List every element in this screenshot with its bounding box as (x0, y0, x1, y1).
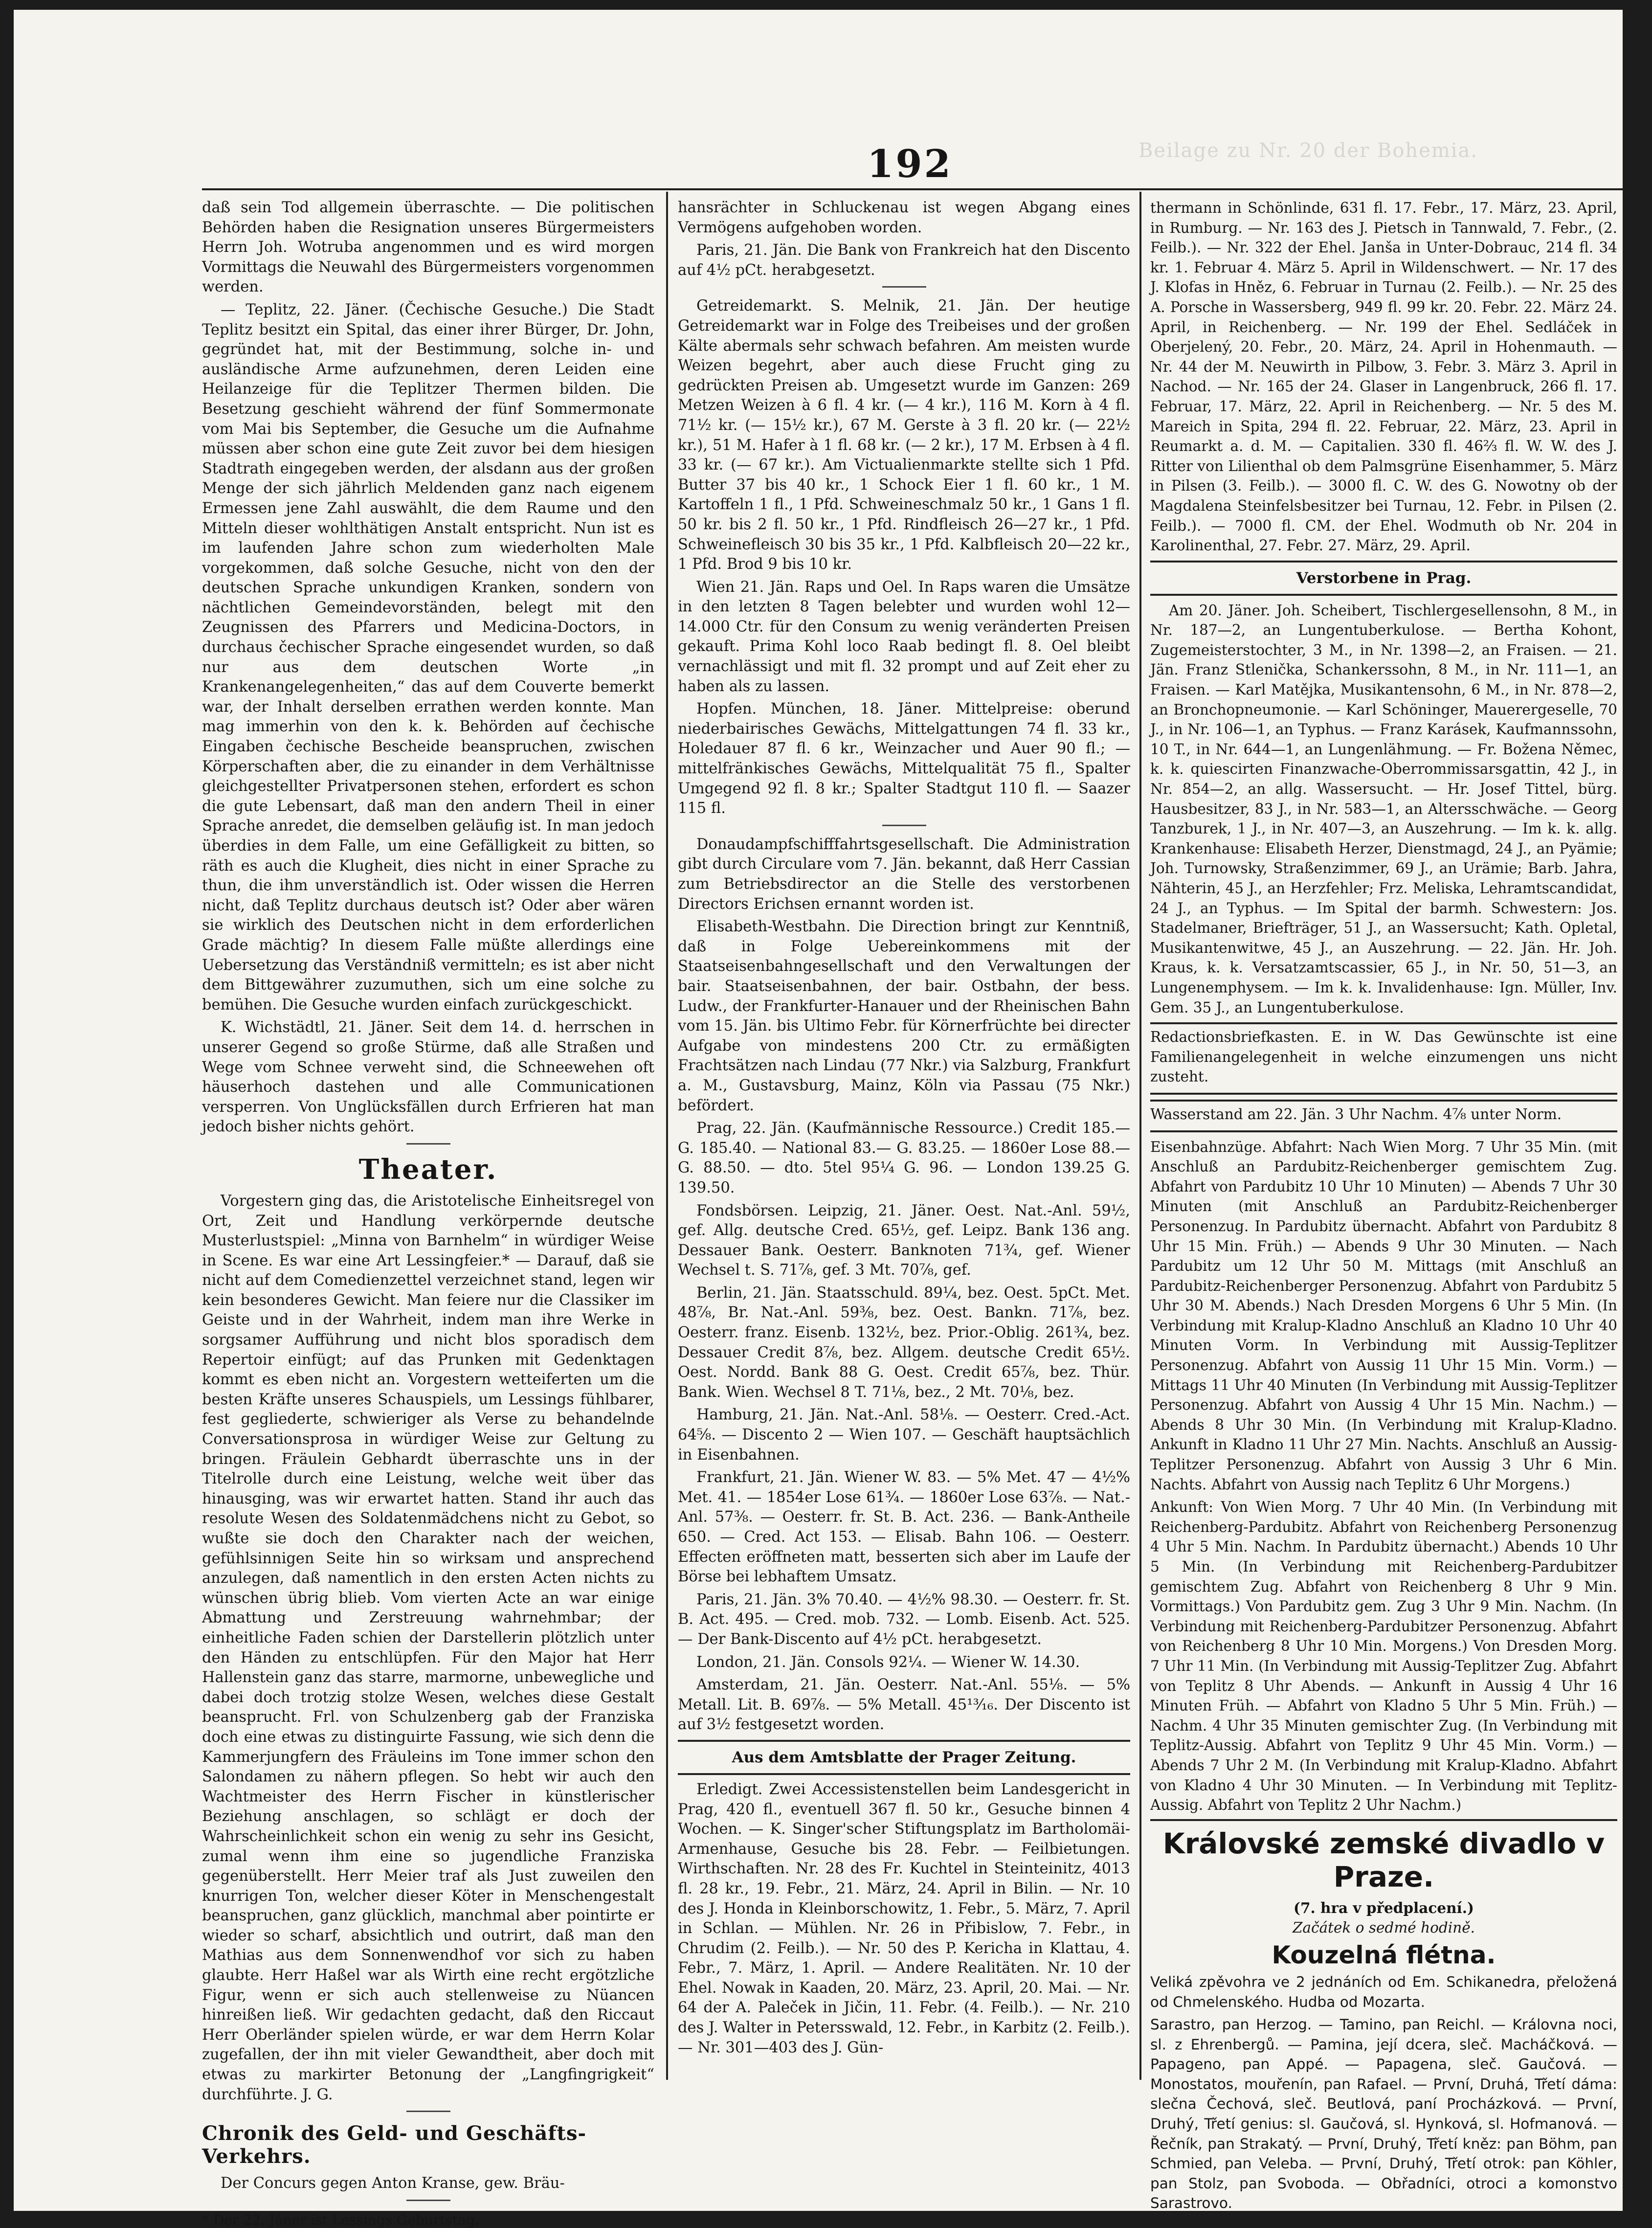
theater-announcement-title: Královské zemské divadlo v Praze. (1150, 1819, 1617, 1893)
redactionsbriefkasten: Redactionsbriefkasten. E. in W. Das Gewünschte ist eine Familienangelegenheit in welche einzumengen uns nicht zusteht. (1150, 1029, 1617, 1085)
article-donaudampf: Donaudampfschifffahrtsgesellschaft. Die Administration gibt durch Circulare vom 7. Jän. bekannt, daß Herr Cassian zum Betriebsdirector an die Stelle des verstorbenen Directors Erichsen ernannt worden ist. (678, 835, 1130, 913)
article-fondsboersen: Fondsbörsen. Leipzig, 21. Jäner. Oest. Nat.-Anl. 59½, gef. Allg. deutsche Cred. 65½, gef. Leipz. Bank 136 ang. Dessauer Bank. Oesterr. Banknoten 71¾, gef. Wiener Wechsel t. S. 71⅞, gef. 3 Mt. 70⅞, gef. (678, 1202, 1130, 1279)
article-frankfurt: Frankfurt, 21. Jän. Wiener W. 83. — 5% Met. 47 — 4½% Met. 41. — 1854er Lose 61¾. — 1860er Lose 63⅞. — Nat.-Anl. 57⅜. — Oesterr. fr. St. B. Act. 236. — Bank-Antheile 650. — Cred. Act 153. — Elisab. Bahn 106. — Oesterr. Effecten eröffneten matt, besserten sich aber im Laufe der Börse bei lebhaftem Umsatz. (678, 1469, 1130, 1586)
article-amsterdam: Amsterdam, 21. Jän. Oesterr. Nat.-Anl. 55⅛. — 5% Metall. Lit. B. 69⅞. — 5% Metall. 45¹³⁄₁₆. Der Discento ist auf 3½ festgesetzt worden. (678, 1676, 1130, 1733)
article-verstorbene: Am 20. Jäner. Joh. Scheibert, Tischlergesellensohn, 8 M., in Nr. 187—2, an Lungentuberkulose. — Bertha Kohont, Zugemeisterstochter, 3 M., in Nr. 1398—2, an Fraisen. — 21. Jän. Franz Stlenička, Schankerssohn, 8 M., in Nr. 111—1, an Fraisen. — Karl Matějka, Musikantensohn, 6 M., in Nr. 878—2, an Bronchopneumonie. — Karl Schöninger, Mauerergeselle, 70 J., in Nr. 106—1, an Typhus. — Franz Karásek, Kaufmannssohn, 10 T., in Nr. 644—1, an Lungenlähmung. — Fr. Božena Němec, k. k. quiescirten Finanzwache-Oberrommissarsgattin, 42 J., in Nr. 854—2, an allg. Wassersucht. — Hr. Josef Tittel, bürg. Hausbesitzer, 83 J., in Nr. 583—1, an Altersschwäche. — Georg Tanzburek, 1 J., in Nr. 407—3, an Auszehrung. — Im k. k. allg. Krankenhause: Elisabeth Herzer, Dienstmagd, 24 J., an Pyämie; Joh. Turnowsky, Straßenzimmer, 69 J., an Urämie; Barb. Jahra, Nähterin, 45 J., an Herzfehler; Frz. Meliska, Lehramtscandidat, 24 J., an Typhus. — Im Spital der barmh. Schwestern: Jos. Stadelmaner, Briefträger, 51 J., an Wassersucht; Kath. Opletal, Musikantenwitwe, 45 J., an Auszehrung. — 22. Jän. Hr. Joh. Kraus, k. k. Versatzamtscassier, 65 J., in Nr. 50, 51—3, an Lungenemphysem. — Im k. k. Invalidenhause: Ign. Müller, Inv. Gem. 35 J., an Lungentuberkulose. (1150, 602, 1617, 1016)
bleed-through-header: Beilage zu Nr. 20 der Bohemia. (1139, 139, 1478, 162)
article-paris-boerse: Paris, 21. Jän. 3% 70.40. — 4½% 98.30. — Oesterr. fr. St. B. Act. 495. — Cred. mob. 732. — Lomb. Eisenb. Act. 525. — Der Bank-Discento auf 4½ pCt. herabgesetzt. (678, 1591, 1130, 1648)
eisenbahn-ankunft: Ankunft: Von Wien Morg. 7 Uhr 40 Min. (In Verbindung mit Reichenberg-Pardubitz. Abfahrt von Reichenberg Personenzug 4 Uhr 5 Min. Nachm. In Pardubitz übernacht.) Abends 10 Uhr 5 Min. (In Verbindung mit Reichenberg-Pardubitzer gemischtem Zug. Abfahrt von Reichenberg 8 Uhr 9 Min. Vormittags.) Von Pardubitz gem. Zug 3 Uhr 9 Min. Nachm. (In Verbindung mit Reichenberg-Pardubitzer Personenzug. Abfahrt von Reichenberg 8 Uhr 10 Min. Morgens.) Von Dresden Morg. 7 Uhr 11 Min. (In Verbindung mit Aussig-Teplitzer Zug. Abfahrt von Teplitz 8 Uhr Abends. — Ankunft in Aussig 4 Uhr 16 Minuten Früh. — Abfahrt von Kladno 5 Uhr 5 Min. Früh.) — Nachm. 4 Uhr 35 Minuten gemischter Zug. (In Verbindung mit Teplitz-Aussig. Abfahrt von Teplitz 9 Uhr 45 Min. Vorm.) — Abends 7 Uhr 2 M. (In Verbindung mit Kralup-Kladno. Abfahrt von Kladno 4 Uhr 30 Minuten. — In Verbindung mit Teplitz-Aussig. Abfahrt von Teplitz 2 Uhr Nachm.) (1150, 1499, 1617, 1814)
theater-body (1150, 1972, 1617, 2213)
theater-announcement (1150, 1819, 1617, 2213)
article-prag-kurse: Prag, 22. Jän. (Kaufmännische Ressource.) Credit 185.— G. 185.40. — National 83.— G. 83.25. — 1860er Lose 88.— G. 88.50. — dto. 5tel 95¼ G. 96. — London 139.25 G. 139.50. (678, 1120, 1130, 1196)
column-divider (1139, 192, 1141, 2080)
footnote: * Der 22. Jäner ist Lessings Geburtstag. (202, 2211, 479, 2228)
article-getreidemarkt: Getreidemarkt. S. Melnik, 21. Jän. Der heutige Getreidemarkt war in Folge des Treibeises und der großen Kälte abermals sehr schwach befahren. Am meisten wurde Weizen begehrt, aber auch diese Frucht ging zu gedrückten Preisen ab. Umgesetzt wurde im Ganzen: 269 Metzen Weizen à 6 fl. 4 kr. (— 4 kr.), 116 M. Korn à 4 fl. 71½ kr. (— 15½ kr.), 67 M. Gerste à 3 fl. 20 kr. (— 22½ kr.), 51 M. Hafer à 1 fl. 68 kr. (— 2 kr.), 17 M. Erbsen à 4 fl. 33 kr. (— 67 kr.). Am Victualienmarkte stellte sich 1 Pfd. Butter 37 bis 40 kr., 1 Schock Eier 1 fl. 60 kr., 1 M. Kartoffeln 1 fl., 1 Pfd. Schweineschmalz 50 kr., 1 Gans 1 fl. 50 kr. bis 2 fl. 50 kr., 1 Pfd. Rindfleisch 26—27 kr., 1 Pfd. Schweinefleisch 30 bis 35 kr., 1 Pfd. Kalbfleisch 20—22 kr., 1 Pfd. Brod 9 bis 10 kr. (678, 297, 1130, 573)
verstorbene-heading: Verstorbene in Prag. (1296, 569, 1472, 587)
amtsblatt-box (678, 1740, 1130, 1775)
article-wien-raps: Wien 21. Jän. Raps und Oel. In Raps waren die Umsätze in den letzten 8 Tagen belebter und wurden wohl 12—14.000 Ctr. für den Consum zu wenig veränderten Preisen gekauft. Prima Kohl loco Raab bedingt fl. 8. Oel bleibt vernachlässigt und mit fl. 32 prompt und auf Zeit eher zu haben als zu lassen. (678, 578, 1130, 695)
article-paragraph: hansrächter in Schluckenau ist wegen Abgang eines Vermögens aufgehoben worden. (678, 199, 1130, 236)
theater-start-time: Začátek o sedmé hodině. (1292, 1919, 1475, 1936)
section-separator (882, 286, 926, 290)
article-elisabeth-westbahn: Elisabeth-Westbahn. Die Direction bringt zur Kenntniß, daß in Folge Uebereinkommens mit der Staatseisenbahngesellschaft und den Verwaltungen der bair. Staatseisenbahnen, der bair. Ostbahn, der bess. Ludw., der Frankfurter-Hanauer und der Rheinischen Bahn vom 15. Jän. bis Ultimo Febr. für Körnerfrüchte bei directer Aufgabe von mindestens 200 Ctr. zu ermäßigten Frachtsätzen nach Lindau (77 Nkr.) via Salzburg, Frankfurt a. M., Gustavsburg, Mainz, Köln via Passau (75 Nkr.) befördert. (678, 918, 1130, 1114)
article-hamburg: Hamburg, 21. Jän. Nat.-Anl. 58⅛. — Oesterr. Cred.-Act. 64⅝. — Discento 2 — Wien 107. — Geschäft hauptsächlich in Eisenbahnen. (678, 1406, 1130, 1463)
article-erledigt: Erledigt. Zwei Accessistenstellen beim Landesgericht in Prag, 420 fl., eventuell 367 fl. 50 kr., Gesuche binnen 4 Wochen. — K. Singer'scher Stiftungsplatz im Bartholomäi-Armenhause, Gesuche bis 28. Febr. — Feilbietungen. Wirthschaften. Nr. 28 des Fr. Kuchtel in Steinteinitz, 4013 fl. 28 kr., 19. Febr., 21. März, 24. April in Bilin. — Nr. 10 des J. Honda in Kleinborschowitz, 1. Febr., 5. März, 7. April in Schlan. — Mühlen. Nr. 26 in Přibislow, 7. Febr., in Chrudim (2. Feilb.). — Nr. 50 des P. Kericha in Klattau, 4. Febr., 7. März, 1. April. — Andere Realitäten. Nr. 10 der Ehel. Nowak in Kaaden, 20. März, 23. April, 20. Mai. — Nr. 64 der A. Paleček in Jičin, 11. Febr. (4. Feilb.). — Nr. 210 des J. Walter in Petersswald, 12. Febr., in Karbitz (2. Feilb.). — Nr. 301—403 des J. Gün- (678, 1780, 1130, 2056)
column-left (202, 198, 654, 2228)
amtsblatt-heading: Aus dem Amtsblatte der Prager Zeitung. (732, 1748, 1076, 1766)
section-separator (406, 2111, 450, 2114)
wasserstand: Wasserstand am 22. Jän. 3 Uhr Nachm. 4⅞ unter Norm. (1150, 1105, 1562, 1123)
theater-description: Veliká zpěvohra ve 2 jednáních od Em. Schikanedra, přeložená od Chmelenského. Hudba od Mozarta. (1150, 1973, 1617, 2010)
page-number: 192 (867, 142, 953, 186)
article-paris-bank: Paris, 21. Jän. Die Bank von Frankreich hat den Discento auf 4½ pCt. herabgesetzt. (678, 242, 1130, 279)
header-rule (202, 188, 1623, 190)
theater-subscription: (7. hra v předplacení.) (1294, 1899, 1474, 1916)
section-separator (406, 1143, 450, 1147)
column-right (1150, 198, 1617, 2216)
verstorbene-box (1150, 561, 1617, 596)
article-paragraph: daß sein Tod allgemein überraschte. — Die politischen Behörden haben die Resignation unseres Bürgermeisters Herrn Joh. Wotruba angenommen und es wird morgen Vormittags die Neuwahl des Bürgermeisters vorgenommen werden. (202, 199, 654, 296)
section-separator (882, 825, 926, 828)
column-divider (666, 192, 668, 2080)
redaktion-box (1150, 1022, 1617, 1095)
article-london: London, 21. Jän. Consols 92¼. — Wiener W. 14.30. (696, 1653, 1080, 1671)
article-wichstaedtl: K. Wichstädtl, 21. Jäner. Seit dem 14. d. herrschen in unserer Gegend so große Stürme, daß alle Straßen und Wege vom Schnee verweht sind, die Schneewehen oft häuserhoch dastehen und alle Communicationen versperren. Von Unglücksfällen durch Erfrieren hat man jedoch bisher nichts gehört. (202, 1019, 654, 1136)
article-concurs: Der Concurs gegen Anton Kranse, gew. Bräu- (221, 2175, 565, 2192)
article-berlin: Berlin, 21. Jän. Staatsschuld. 89¼, bez. Oest. 5pCt. Met. 48⅞, Br. Nat.-Anl. 59⅜, bez. Oest. Bankn. 71⅞, bez. Oesterr. franz. Eisenb. 132½, bez. Prior.-Oblig. 261¾, bez. Dessauer Credit 8⅞, bez. Allgem. deutsche Credit 65½. Oest. Nordd. Bank 88 G. Oest. Credit 65⅞, bez. Thür. Bank. Wien. Wechsel 8 T. 71⅛, bez., 2 Mt. 70⅛, bez. (678, 1284, 1130, 1401)
chronik-heading: Chronik des Geld- und Geschäfts-Verkehrs. (202, 2122, 587, 2168)
column-middle (678, 198, 1130, 2061)
article-feilbietungen: thermann in Schönlinde, 631 fl. 17. Febr., 17. März, 23. April, in Rumburg. — Nr. 163 des J. Pietsch in Tannwald, 7. Febr., (2. Feilb.). — Nr. 322 der Ehel. Janša in Unter-Dobrauc, 214 fl. 34 kr. 1. Februar 4. März 5. April in Wildenschwert. — Nr. 17 des J. Klofas in Hněz, 6. Februar in Turnau (2. Feilb.). — Nr. 25 des A. Porsche in Wassersberg, 949 fl. 99 kr. 20. Febr. 22. März 24. April, in Reichenberg. — Nr. 199 der Ehel. Sedláček in Oberjelený, 20. Febr., 20. März, 24. April in Hohenmauth. — Nr. 44 der M. Neuwirth in Pilbow, 3. Febr. 3. März 3. April in Nachod. — Nr. 165 der 24. Glaser in Langenbruck, 266 fl. 17. Februar, 17. März, 22. April in Reichenberg. — Nr. 5 des M. Mareich in Spita, 294 fl. 22. Februar, 22. März, 23. April in Reumarkt a. d. M. — Capitalien. 330 fl. 46⅔ fl. W. W. des J. Ritter von Lilienthal ob dem Palmsgrüne Eisenhammer, 5. März in Pilsen (3. Feilb.). — 3000 fl. C. W. des G. Nowotny ob der Magdalena Steinfelsbesitzer bei Turnau, 12. Febr. in Pilsen (2. Feilb.). — 7000 fl. CM. der Ehel. Wodmuth ob Nr. 204 in Karolinenthal, 27. Febr. 27. März, 29. April. (1150, 200, 1617, 554)
eisenbahn-abfahrt: Eisenbahnzüge. Abfahrt: Nach Wien Morg. 7 Uhr 35 Min. (mit Anschluß an Pardubitz-Reichenberger gemischtem Zug. Abfahrt von Pardubitz 10 Uhr 10 Minuten) — Abends 7 Uhr 30 Minuten (mit Anschluß an Pardubitz-Reichenberger Personenzug. In Pardubitz übernacht. Abfahrt von Pardubitz 8 Uhr 15 Min. Früh.) — Abends 9 Uhr 30 Minuten. — Nach Pardubitz um 12 Uhr 50 M. Mittags (mit Anschluß an Pardubitz-Reichenberger Personenzug. Abfahrt von Pardubitz 5 Uhr 30 M. Abends.) Nach Dresden Morgens 6 Uhr 5 Min. (In Verbindung mit Kralup-Kladno Anschluß an Kladno 10 Uhr 40 Minuten Vorm. In Verbindung mit Aussig-Teplitzer Personenzug. Abfahrt von Aussig 11 Uhr 15 Min. Vorm.) — Mittags 11 Uhr 40 Minuten (In Verbindung mit Aussig-Teplitzer Personenzug. Abfahrt von Aussig 4 Uhr 15 Min. Nachm.) — Abends 8 Uhr 30 Min. (In Verbindung mit Kralup-Kladno. Ankunft in Kladno 11 Uhr 27 Min. Nachts. Anschluß an Aussig-Teplitzer Personenzug. Abfahrt von Aussig 3 Uhr 6 Min. Nachts. Abfahrt von Aussig nach Teplitz 6 Uhr Morgens.) (1150, 1138, 1617, 1493)
section-separator (406, 2200, 450, 2203)
theater-heading: Theater. (358, 1153, 498, 1186)
theater-play-title: Kouzelná flétna. (1272, 1940, 1496, 1969)
article-hopfen: Hopfen. München, 18. Jäner. Mittelpreise: oberund niederbairisches Gewächs, Mittelgattungen 74 fl. 33 kr., Holedauer 87 fl. 6 kr., Weinzacher und Auer 90 fl.; — mittelfränkisches Gewächs, Mittelqualität 75 fl., Spalter Umgegend 92 fl. 8 kr.; Spalter Stadtgut 110 fl. — Saazer 115 fl. (678, 700, 1130, 817)
article-teplitz: — Teplitz, 22. Jäner. (Čechische Gesuche.) Die Stadt Teplitz besitzt ein Spital, das einer ihrer Bürger, Dr. John, gegründet hat, mit der Bestimmung, solche in- und ausländische Arme aufzunehmen, deren Leiden eine Heilanzeige für die Teplitzer Thermen bilden. Die Besetzung geschieht während der fünf Sommermonate vom Mai bis September, die Gesuche um die Aufnahme müssen aber schon eine gute Zeit zuvor bei dem hiesigen Stadtrath eingegeben werden, der alsdann aus der großen Menge der sich jährlich Meldenden ganz nach eigenem Ermessen jene Zahl auswählt, die dem Raume und den Mitteln dieser wohlthätigen Anstalt entspricht. Nun ist es im laufenden Jahre schon zum wiederholten Male vorgekommen, daß solche Gesuche, nicht von den der deutschen Sprache unkundigen Kranken, sondern von nächtlichen Gemeindevorständen, belegt mit den Zeugnissen des Pfarrers und Medicina-Doctors, in durchaus čechischer Sprache eingesendet wurden, so daß nur aus dem deutschen Worte „in Krankenangelegenheiten,“ das auf dem Couverte bemerkt war, der Inhalt derselben errathen werden konnte. Man mag immerhin von den k. k. Behörden auf čechische Eingaben čechische Bescheide beanspruchen, zwischen Körperschaften aber, die zu einander in dem Verhältnisse gleichgestellter Privatpersonen stehen, erfordert es schon die gute Lebensart, daß man den andern Theil in einer Sprache anredet, die demselben geläufig ist. In man jedoch überdies in dem Falle, um eine Gefälligkeit zu bitten, so räth es auch die Klugheit, dies nicht in einer Sprache zu thun, die ihm unverständlich ist. Oder wissen die Herren nicht, daß Teplitz durchaus deutsch ist? Oder aber wären sie wirklich des Deutschen nicht in dem erforderlichen Grade mächtig? In diesem Falle müßte allerdings eine Uebersetzung das Verständniß vermitteln; es ist aber nicht dem Bittgewährer zuzumuthen, sich um eine solche zu bemühen. Die Gesuche wurden einfach zurückgeschickt. (202, 301, 654, 1013)
eisenbahn-block (1150, 1137, 1617, 1815)
wasserstand-box (1150, 1100, 1617, 1132)
newspaper-page (14, 10, 1623, 2228)
theater-review: Vorgestern ging das, die Aristotelische Einheitsregel von Ort, Zeit und Handlung verkörpernde deutsche Musterlustspiel: „Minna von Barnhelm“ in würdiger Weise in Scene. Es war eine Art Lessingfeier.* — Darauf, daß sie nicht auf dem Comedienzettel verzeichnet stand, legen wir kein besonderes Gewicht. Man feiere nur die Classiker im Geiste und in der Wahrheit, indem man ihre Werke in sorgsamer Aufführung und nicht blos sporadisch dem Repertoir einfügt; auf das Prunken mit Gedenktagen kommt es eben nicht an. Vorgestern wetteiferten um die besten Kräfte unseres Schauspiels, um Lessings fühlbarer, fest gegliederte, schwieriger als Verse zu behandelnde Conversationsprosa in würdiger Weise zur Geltung zu bringen. Fräulein Gebhardt überraschte uns in der Titelrolle durch eine Leistung, welche weit über das hinausging, was wir erwartet hatten. Stand ihr auch das resolute Wesen des Soldatenmädchens nicht zu Gebot, so wußte sie doch den Charakter nach der weichen, gefühlsinnigen Seite hin so wirksam und ansprechend anzulegen, daß namentlich in den ersten Acten nichts zu wünschen übrig blieb. Vom vierten Acte an war einige Abmattung und Zerstreuung wahrnehmbar; der einheitliche Faden schien der Darstellerin plötzlich unter den Händen zu entschlüpfen. Für den Major hat Herr Hallenstein ganz das starre, marmorne, unbewegliche und dabei doch trotzig stolze Wesen, welches diese Gestalt beansprucht. Frl. von Schulzenberg gab der Franziska doch eine etwas zu distinguirte Fassung, wie sich denn die Kammerjungfern des Fräuleins im Tone immer schon den Salondamen zu nähern pflegen. So hebt wir auch den Wachtmeister des Herrn Fischer in künstlerischer Beziehung anschlagen, so schlägt er doch der Wahrscheinlichkeit schon ein wenig zu sehr ins Gesicht, zumal wenn ihm eine so jugendliche Franziska gegenüberstellt. Herr Meier traf als Just zuweilen den knurrigen Ton, welcher dieser Köter in Menschengestalt beanspruchen, ganz glücklich, manchmal aber pointirte er wieder so scharf, absichtlich und outrirt, daß man den Mathias aus dem Sonnenwendhof vor sich zu haben glaubte. Herr Haßel war als Wirth eine recht ergötzliche Figur, wenn er sich auch stellenweise zu Nüancen hinreißen ließ. Wir gedachten gedacht, daß den Riccaut Herr Oberländer spielen würde, er war dem Herrn Kolar zugefallen, der ihn mit vieler Gewandtheit, aber doch mit etwas zu markirter Betonung der „Langfingrigkeit“ durchführte. J. G. (202, 1192, 654, 2103)
theater-cast: Sarastro, pan Herzog. — Tamino, pan Reichl. — Královna noci, sl. z Ehrenbergů. — Pamina, její dcera, sleč. Macháčková. — Papageno, pan Appé. — Papagena, sleč. Gaučová. — Monostatos, mouřenín, pan Rafael. — První, Druhá, Třetí dáma: slečna Čechová, sleč. Beutlová, paní Procházková. — První, Druhý, Třetí genius: sl. Gaučová, sl. Hynková, sl. Hofmanová. — Řečník, pan Strakatý. — První, Druhý, Třetí kněz: pan Böhm, pan Schmied, pan Veleba. — První, Druhý, Třetí otrok: pan Köhler, pan Stolz, pan Svoboda. — Obřadníci, otroci a komonstvo Sarastrovo. (1150, 2016, 1617, 2212)
